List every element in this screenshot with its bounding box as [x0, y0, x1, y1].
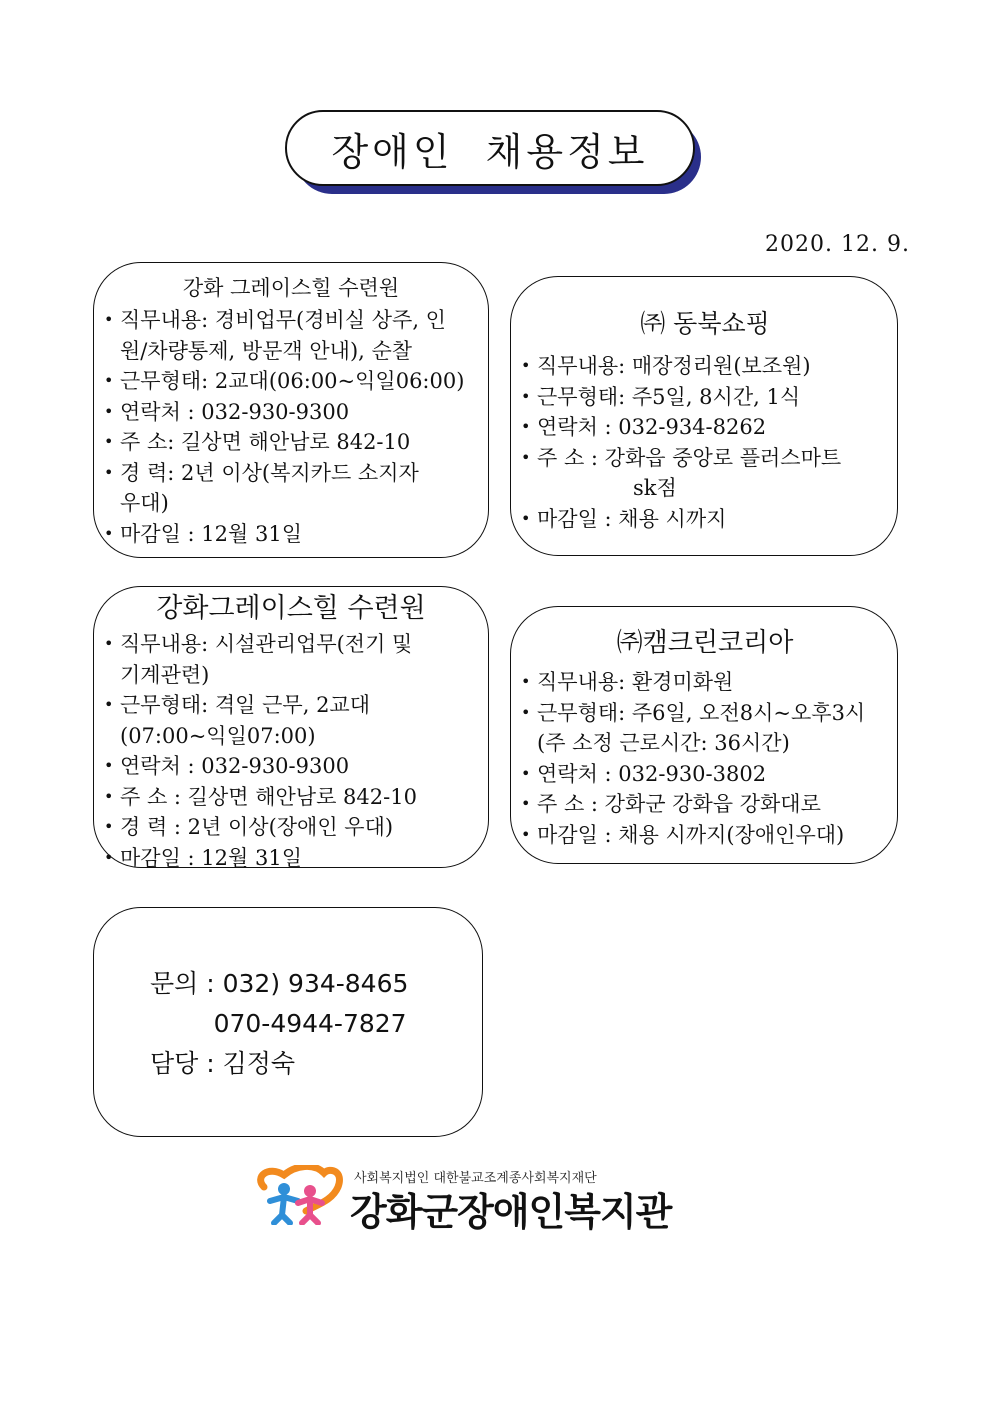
- work-type-cont: (주 소정 근로시간: 36시간): [537, 731, 790, 755]
- job-duty-cont: 원/차량통제, 방문객 안내), 순찰: [120, 338, 413, 363]
- inquiry-card: [93, 907, 483, 1137]
- address: • 주 소: 길상면 해안남로 842-10: [104, 427, 478, 458]
- company-name: 강화그레이스힐 수련원: [156, 593, 426, 624]
- logo-figures-icon: [250, 1165, 346, 1225]
- work-type-cont: (07:00~익일07:00): [120, 723, 316, 748]
- job-card-camclean-korea: [510, 606, 898, 864]
- deadline: • 마감일 : 12월 31일: [104, 843, 478, 874]
- company-name: ㈜ 동북쇼핑: [640, 309, 770, 338]
- address: • 주 소 : 강화군 강화읍 강화대로: [521, 789, 889, 820]
- job-duty: • 직무내용: 시설관리업무(전기 및 기계관련): [104, 629, 478, 690]
- inquiry-phone-2: 070-4944-7827: [150, 1009, 407, 1038]
- job-duty: • 직무내용: 경비업무(경비실 상주, 인 원/차량통제, 방문객 안내), 순찰: [104, 305, 478, 366]
- deadline: • 마감일 : 12월 31일: [104, 519, 478, 550]
- inquiry-phone: 문의 : 032) 934-8465: [150, 969, 409, 998]
- job-duty: • 직무내용: 매장정리원(보조원): [521, 351, 889, 382]
- work-type: • 근무형태: 격일 근무, 2교대 (07:00~익일07:00): [104, 690, 478, 751]
- deadline: • 마감일 : 채용 시까지: [521, 504, 889, 535]
- work-type: • 근무형태: 주5일, 8시간, 1식: [521, 382, 889, 413]
- address-cont: sk점: [633, 476, 677, 500]
- career: • 경 력: 2년 이상(복지카드 소지자 우대): [104, 458, 478, 519]
- logo-foundation-name: 사회복지법인 대한불교조계종사회복지재단: [354, 1171, 597, 1186]
- career-cont: 우대): [120, 491, 169, 515]
- job-card-grace-hill-1: [93, 262, 489, 558]
- company-name: ㈜캠크린코리아: [616, 628, 794, 658]
- posting-date: 2020. 12. 9.: [765, 232, 910, 257]
- page-title: 장애인 채용정보: [285, 110, 695, 186]
- contact: • 연락처 : 032-930-9300: [104, 751, 478, 782]
- job-card-grace-hill-2: [93, 586, 489, 868]
- job-details: [521, 667, 889, 850]
- contact: • 연락처 : 032-934-8262: [521, 412, 889, 443]
- job-duty-cont: 기계관련): [120, 662, 210, 687]
- contact: • 연락처 : 032-930-3802: [521, 759, 889, 790]
- work-type: • 근무형태: 주6일, 오전8시~오후3시 (주 소정 근로시간: 36시간): [521, 698, 889, 759]
- job-card-dongbuk-shopping: [510, 276, 898, 556]
- address: • 주 소 : 길상면 해안남로 842-10: [104, 782, 478, 813]
- career: • 경 력 : 2년 이상(장애인 우대): [104, 812, 478, 843]
- logo-organization-name: 강화군장애인복지관: [350, 1190, 672, 1234]
- address: • 주 소 : 강화읍 중앙로 플러스마트 sk점: [521, 443, 889, 504]
- job-duty: • 직무내용: 환경미화원: [521, 667, 889, 698]
- job-details: [104, 629, 478, 873]
- job-details: [521, 351, 889, 534]
- title-banner: [285, 110, 705, 198]
- company-name: 강화 그레이스힐 수련원: [182, 276, 400, 300]
- contact: • 연락처 : 032-930-9300: [104, 397, 478, 428]
- deadline: • 마감일 : 채용 시까지(장애인우대): [521, 820, 889, 851]
- inquiry-contact-person: 담당 : 김정숙: [150, 1049, 296, 1078]
- organization-logo: [250, 1165, 720, 1234]
- work-type: • 근무형태: 2교대(06:00~익일06:00): [104, 366, 478, 397]
- job-details: [104, 305, 478, 549]
